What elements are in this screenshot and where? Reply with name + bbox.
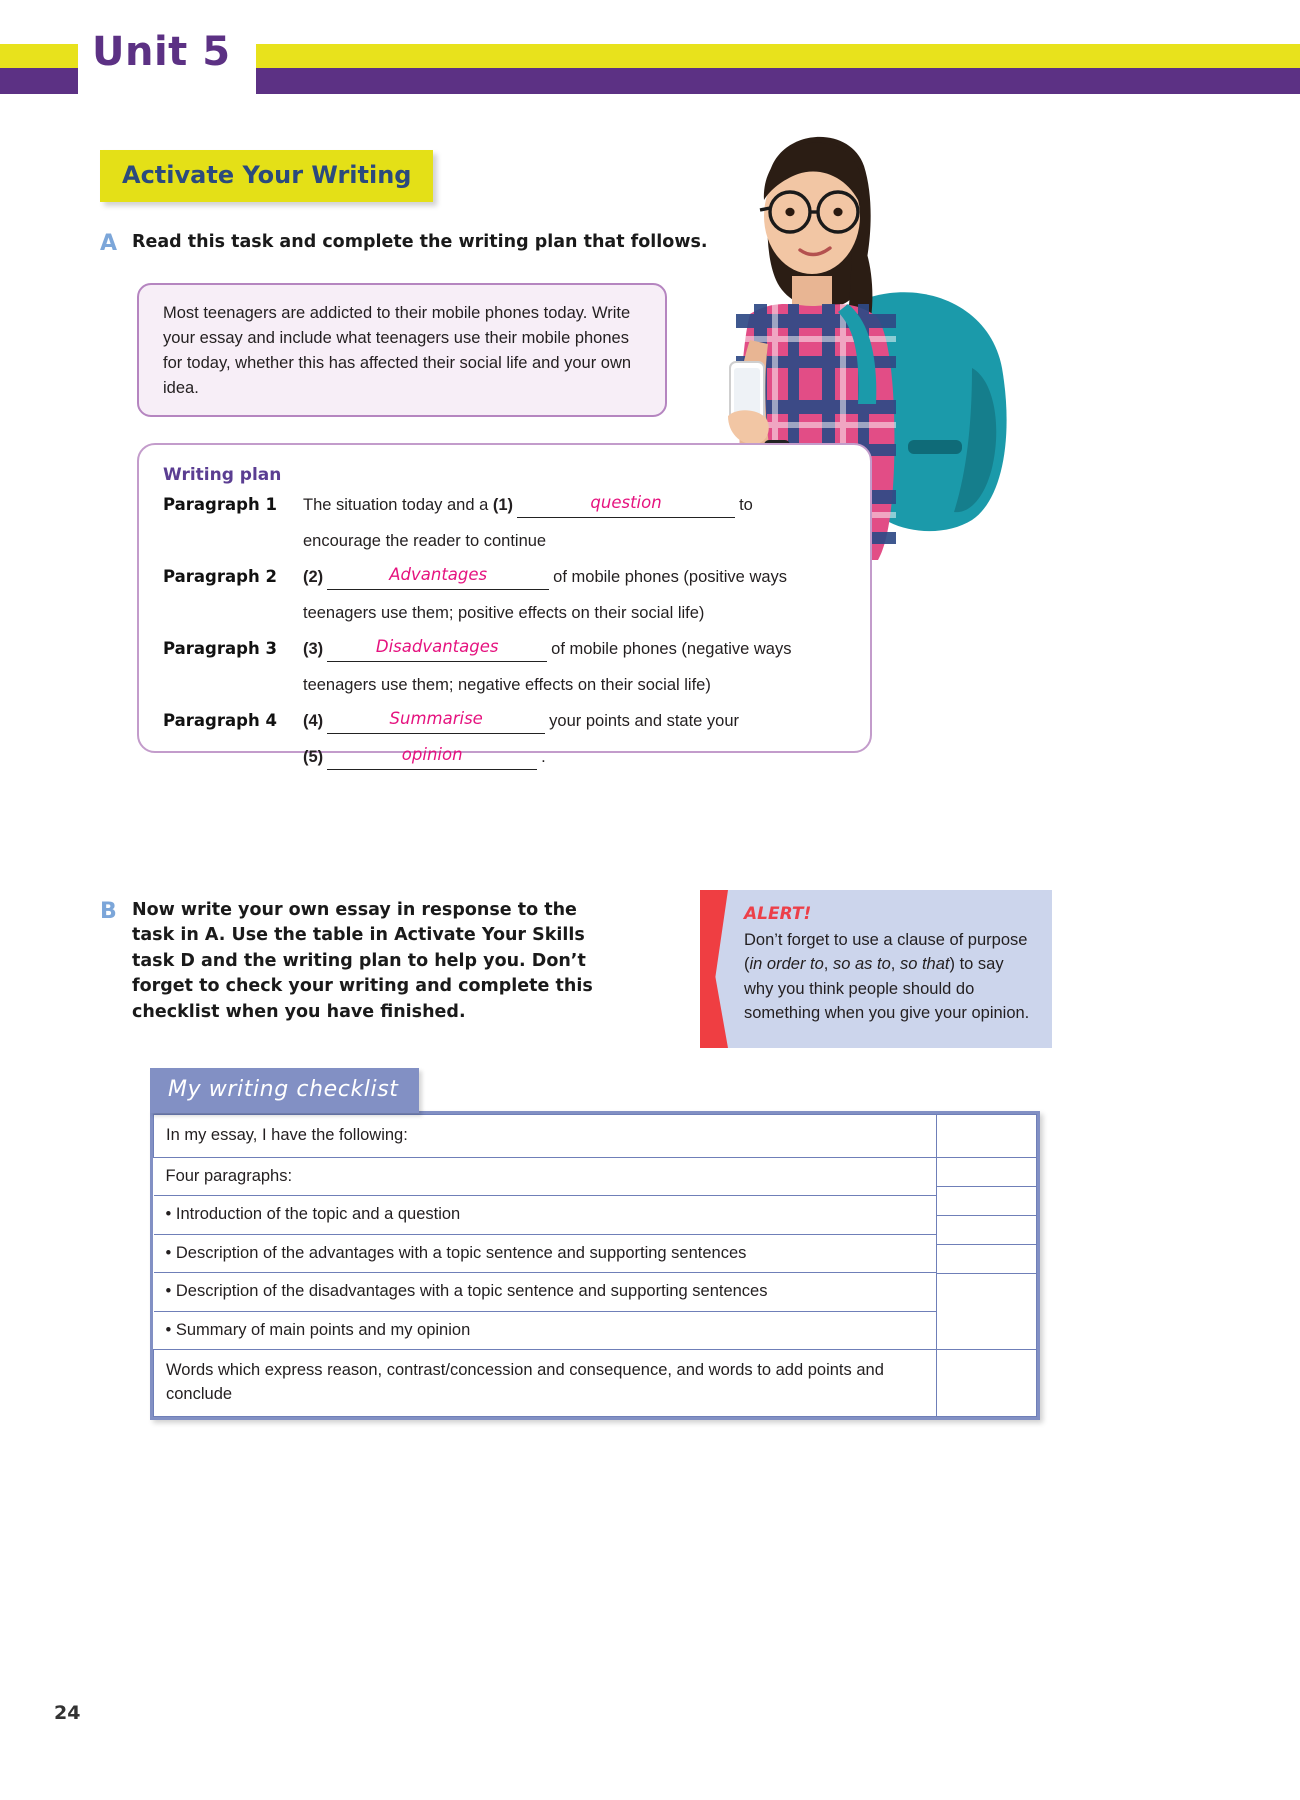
plan-row-label: Paragraph 2 bbox=[163, 567, 277, 586]
table-row bbox=[154, 1115, 1037, 1158]
plan-row-continuation bbox=[163, 529, 846, 565]
writing-plan-box bbox=[137, 443, 872, 766]
checklist-checkbox-cell[interactable] bbox=[937, 1274, 1036, 1303]
plan-row-body bbox=[303, 565, 846, 590]
plan-answer-blank-5[interactable] bbox=[327, 745, 537, 770]
writing-checklist bbox=[150, 1068, 1040, 1420]
unit-title: Unit 5 bbox=[92, 29, 231, 75]
plan-answer-3: Disadvantages bbox=[375, 637, 499, 656]
essay-prompt-text: Most teenagers are addicted to their mobile phones today. Write your essay and include what teenagers use their mobile phones for today, whether this has affected their social life and your own idea. bbox=[163, 304, 632, 398]
table-row bbox=[154, 1350, 1037, 1417]
list-item: • Introduction of the topic and a question bbox=[154, 1196, 937, 1234]
plan-row-post: to bbox=[739, 496, 753, 514]
essay-prompt-box bbox=[137, 283, 667, 417]
header-bar-purple-right bbox=[256, 68, 1300, 94]
plan-row-post: of mobile phones (negative ways bbox=[551, 640, 792, 658]
header-bar-yellow-left bbox=[0, 44, 78, 68]
checklist-group-cell bbox=[154, 1157, 937, 1349]
task-b-instruction: Now write your own essay in response to the task in A. Use the table in Activate Your Skills task D and the writing plan to help you. Don’t forget to check your writing and complete this checklist when you have finished. bbox=[132, 900, 593, 1022]
plan-row-second-line: encourage the reader to continue bbox=[303, 532, 547, 550]
checklist-group-heading: Four paragraphs: bbox=[154, 1158, 937, 1196]
plan-blank-number: (4) bbox=[303, 712, 324, 730]
plan-row bbox=[163, 709, 846, 745]
task-b bbox=[100, 898, 620, 1025]
plan-blank-number: (1) bbox=[492, 496, 514, 514]
plan-row bbox=[163, 745, 846, 781]
plan-row-label: Paragraph 1 bbox=[163, 495, 277, 514]
task-b-letter: B bbox=[100, 899, 117, 924]
checkbox-stack bbox=[937, 1158, 1036, 1303]
header-bar-purple-left bbox=[0, 68, 78, 94]
plan-row-body bbox=[303, 709, 846, 734]
plan-row-body bbox=[303, 493, 846, 518]
section-banner-label: Activate Your Writing bbox=[122, 161, 412, 189]
plan-row-second-line: teenagers use them; positive effects on their social life) bbox=[303, 604, 705, 622]
plan-answer-blank-4[interactable] bbox=[327, 709, 545, 734]
checklist-checkbox-cell[interactable] bbox=[937, 1350, 1037, 1417]
checklist-panel bbox=[150, 1111, 1040, 1420]
checklist-checkbox-group bbox=[937, 1157, 1037, 1349]
plan-row-post: of mobile phones (positive ways bbox=[553, 568, 788, 586]
plan-answer-2: Advantages bbox=[389, 565, 488, 584]
task-a-letter: A bbox=[100, 231, 118, 256]
plan-blank-number: (5) bbox=[303, 748, 324, 766]
alert-sep-1: , bbox=[823, 955, 833, 974]
plan-answer-1: question bbox=[590, 493, 662, 512]
plan-row-label: Paragraph 3 bbox=[163, 639, 277, 658]
alert-box bbox=[700, 890, 1052, 1048]
page-header bbox=[0, 0, 1300, 120]
plan-row-continuation bbox=[163, 673, 846, 709]
page-number: 24 bbox=[54, 1702, 81, 1724]
checklist-tab-label: My writing checklist bbox=[150, 1068, 419, 1113]
section-banner bbox=[100, 150, 433, 202]
alert-italic-3: so that bbox=[899, 955, 950, 974]
writing-plan-title: Writing plan bbox=[163, 465, 282, 485]
list-item: • Description of the disadvantages with a topic sentence and supporting sentences bbox=[154, 1273, 937, 1311]
plan-blank-number: (3) bbox=[303, 640, 324, 658]
checklist-checkbox-cell[interactable] bbox=[937, 1158, 1036, 1187]
alert-sep-2: , bbox=[890, 955, 900, 974]
checklist-checkbox-cell[interactable] bbox=[937, 1216, 1036, 1245]
plan-row bbox=[163, 637, 846, 673]
alert-text-part2: ) to say why you think people should do something when you give your opinion. bbox=[744, 955, 1030, 1023]
plan-answer-5: opinion bbox=[401, 745, 463, 764]
alert-italic-2: so as to bbox=[832, 955, 891, 974]
plan-answer-blank-3[interactable] bbox=[327, 637, 547, 662]
list-item: • Summary of main points and my opinion bbox=[165, 1320, 471, 1339]
plan-row-body bbox=[303, 637, 846, 662]
plan-row-label: Paragraph 4 bbox=[163, 711, 277, 730]
checklist-table bbox=[153, 1114, 1037, 1417]
task-a-instruction: Read this task and complete the writing plan that follows. bbox=[132, 232, 708, 252]
plan-row-continuation bbox=[163, 601, 846, 637]
plan-row bbox=[163, 493, 846, 529]
checklist-intro-cell: In my essay, I have the following: bbox=[154, 1115, 937, 1158]
alert-text-part1: Don’t forget to use a clause of purpose ( bbox=[744, 931, 1028, 974]
table-row bbox=[154, 1157, 1037, 1349]
plan-row-post: your points and state your bbox=[549, 712, 740, 730]
plan-blank-number: (2) bbox=[303, 568, 324, 586]
checklist-checkbox-cell[interactable] bbox=[937, 1245, 1036, 1274]
plan-row-second-line: teenagers use them; negative effects on their social life) bbox=[303, 676, 711, 694]
checklist-last-cell: Words which express reason, contrast/concession and consequence, and words to add points and conclude bbox=[154, 1350, 937, 1417]
checklist-checkbox-cell[interactable] bbox=[937, 1187, 1036, 1216]
header-bar-yellow-right bbox=[256, 44, 1300, 68]
plan-answer-blank-2[interactable] bbox=[327, 565, 549, 590]
plan-row-body bbox=[303, 745, 846, 770]
alert-italic-1: in order to bbox=[749, 955, 824, 974]
alert-title: ALERT! bbox=[744, 904, 812, 924]
plan-answer-blank-1[interactable] bbox=[517, 493, 735, 518]
alert-text bbox=[744, 928, 1034, 1026]
plan-row-post: . bbox=[541, 748, 546, 766]
list-item: • Description of the advantages with a topic sentence and supporting sentences bbox=[154, 1235, 937, 1273]
writing-plan-rows bbox=[163, 493, 846, 781]
task-a bbox=[100, 230, 720, 258]
plan-answer-4: Summarise bbox=[389, 709, 483, 728]
checklist-checkbox-cell[interactable] bbox=[937, 1115, 1037, 1158]
plan-row-pre: The situation today and a bbox=[303, 496, 489, 514]
plan-row bbox=[163, 565, 846, 601]
